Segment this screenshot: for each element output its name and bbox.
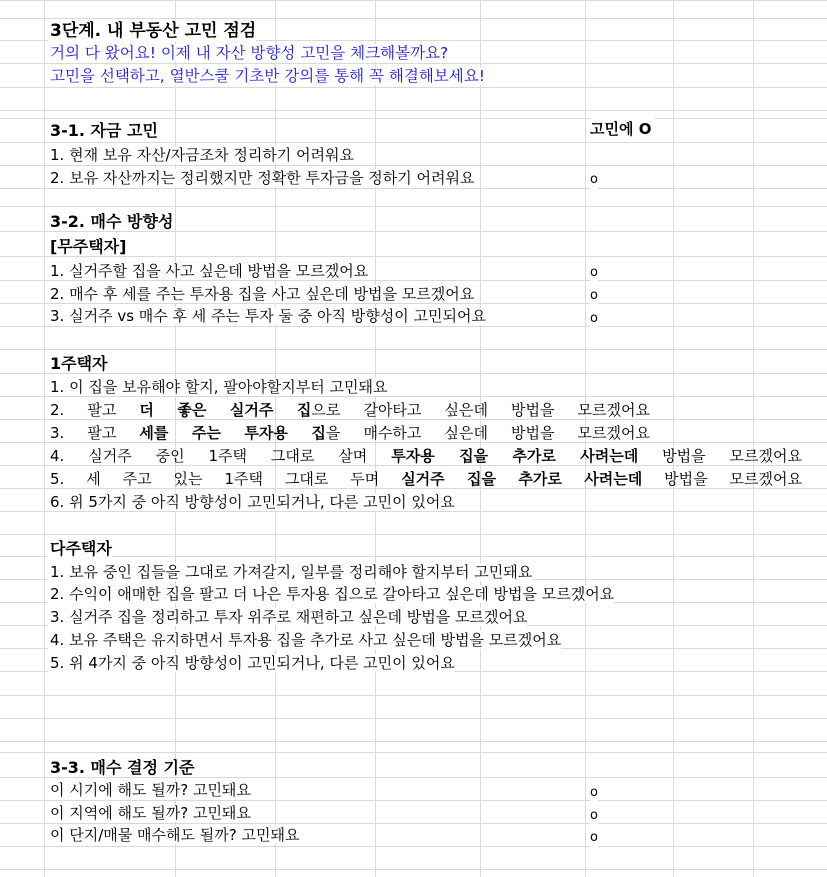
grid-row-line [0,118,827,119]
grid-column-line [673,0,674,877]
grid-row-line [0,142,827,143]
multi-house-item-3[interactable]: 3. 실거주 집을 정리하고 투자 위주로 재편하고 싶은데 방법을 모르겠어요 [50,608,528,626]
grid-row-line [0,87,827,88]
one-house-item-1[interactable]: 1. 이 집을 보유해야 할지, 팔아야할지부터 고민돼요 [50,378,388,396]
column-header-mark[interactable]: 고민에 O [590,118,655,139]
grid-row-line [0,63,827,64]
group-label-no-house[interactable]: [무주택자] [50,237,127,256]
grid-row-line [0,110,827,111]
grid-column-line [753,0,754,877]
funds-item-1[interactable]: 1. 현재 보유 자산/자금조차 정리하기 어려워요 [50,146,355,164]
one-house-item-4[interactable] [48,447,802,465]
grid-row-line [0,373,827,374]
grid-column-line [44,0,45,877]
grid-row-line [0,165,827,166]
grid-row-line [0,326,827,327]
intro-line-2[interactable]: 고민을 선택하고, 열반스쿨 기초반 강의를 통해 꼭 해결해보세요! [50,67,485,85]
grid-row-line [0,488,827,489]
no-house-item-1[interactable]: 1. 실거주할 집을 사고 싶은데 방법을 모르겠어요 [50,262,369,280]
grid-row-line [0,777,827,778]
one-house-item-3-part1: 3. 팔고 [50,424,117,442]
one-house-item-2[interactable] [48,401,650,419]
group-label-multi-house[interactable]: 다주택자 [50,539,112,558]
one-house-item-5-part1: 5. 세 주고 있는 1주택 그대로 두며 [50,470,380,488]
grid-row-line [0,869,827,870]
grid-row-line [0,280,827,281]
grid-row-line [0,800,827,801]
one-house-item-5[interactable] [48,470,802,488]
grid-row-line [0,231,827,232]
grid-row-line [0,752,827,753]
criteria-item-2-mark[interactable]: o [590,808,598,823]
grid-row-line [0,511,827,512]
no-house-item-3-mark[interactable]: o [590,311,598,326]
grid-row-line [0,846,827,847]
one-house-item-4-emphasis: 투자용 집을 추가로 사려는데 [391,447,639,465]
no-house-item-2[interactable]: 2. 매수 후 세를 주는 투자용 집을 사고 싶은데 방법을 모르겠어요 [50,285,475,303]
grid-row-line [0,695,827,696]
grid-row-line [0,823,827,824]
sheet-title[interactable]: 3단계. 내 부동산 고민 점검 [50,21,257,41]
one-house-item-6[interactable]: 6. 위 5가지 중 아직 방향성이 고민되거나, 다른 고민이 있어요 [50,493,455,511]
one-house-item-2-part2: 으로 갈아타고 싶은데 방법을 모르겠어요 [311,401,650,419]
no-house-item-1-mark[interactable]: o [590,265,598,280]
one-house-item-3-part2: 을 매수하고 싶은데 방법을 모르겠어요 [325,424,650,442]
one-house-item-5-part2: 방법을 모르겠어요 [664,470,802,488]
funds-item-2-mark[interactable]: o [590,172,598,187]
multi-house-item-5[interactable]: 5. 위 4가지 중 아직 방향성이 고민되거나, 다른 고민이 있어요 [50,654,455,672]
group-label-one-house[interactable]: 1주택자 [50,354,108,373]
one-house-item-2-emphasis: 더 좋은 실거주 집 [139,401,312,419]
criteria-item-1[interactable]: 이 시기에 해도 될까? 고민돼요 [50,781,251,799]
multi-house-item-4[interactable]: 4. 보유 주택은 유지하면서 투자용 집을 추가로 사고 싶은데 방법을 모르겠어요 [50,631,562,649]
grid-row-line [0,556,827,557]
grid-row-line [0,534,827,535]
grid-row-line [0,206,827,207]
grid-row-line [0,349,827,350]
one-house-item-2-part1: 2. 팔고 [50,401,117,419]
grid-row-line [0,396,827,397]
section-heading-direction[interactable]: 3-2. 매수 방향성 [50,212,174,231]
funds-item-2[interactable]: 2. 보유 자산까지는 정리했지만 정확한 투자금을 정하기 어려워요 [50,169,475,187]
one-house-item-4-part2: 방법을 모르겠어요 [662,447,802,465]
section-heading-criteria[interactable]: 3-3. 매수 결정 기준 [50,758,195,777]
grid-row-line [0,419,827,420]
criteria-item-3[interactable]: 이 단지/매물 매수해도 될까? 고민돼요 [50,826,300,844]
grid-row-line [0,465,827,466]
grid-row-line [0,18,827,19]
section-heading-funds[interactable]: 3-1. 자금 고민 [50,121,158,140]
one-house-item-5-emphasis: 실거주 집을 추가로 사려는데 [401,470,643,488]
no-house-item-3[interactable]: 3. 실거주 vs 매수 후 세 주는 투자 둘 중 아직 방향성이 고민되어요 [50,307,486,325]
grid-row-line [0,303,827,304]
grid-row-line [0,442,827,443]
one-house-item-3-emphasis: 세를 주는 투자용 집 [139,424,326,442]
grid-row-line [0,718,827,719]
one-house-item-4-part1: 4. 실거주 중인 1주택 그대로 살며 [50,447,368,465]
criteria-item-1-mark[interactable]: o [590,785,598,800]
intro-line-1[interactable]: 거의 다 왔어요! 이제 내 자산 방향성 고민을 체크해볼까요? [50,44,449,62]
grid-row-line [0,741,827,742]
grid-row-line [0,256,827,257]
grid-row-line [0,188,827,189]
multi-house-item-1[interactable]: 1. 보유 중인 집들을 그대로 가져갈지, 일부를 정리해야 할지부터 고민돼요 [50,563,533,581]
no-house-item-2-mark[interactable]: o [590,288,598,303]
grid-row-line [0,0,827,1]
multi-house-item-2[interactable]: 2. 수익이 애매한 집을 팔고 더 나은 투자용 집으로 갈아타고 싶은데 방법을 모르겠어요 [50,585,615,603]
criteria-item-3-mark[interactable]: o [590,830,598,845]
criteria-item-2[interactable]: 이 지역에 해도 될까? 고민돼요 [50,804,251,822]
one-house-item-3[interactable] [48,424,650,442]
